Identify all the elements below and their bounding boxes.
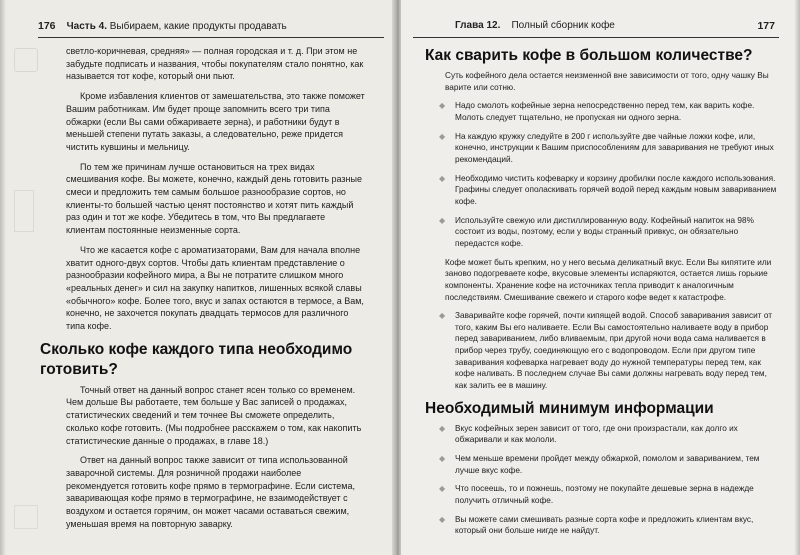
margin-icon-faded-3 xyxy=(14,505,38,529)
list-item: ◆ На каждую кружку следуйте в 200 г используйте две чайные ложки кофе, или, конечно, инструкции к Вашим приспособлениям для заваривания не требуют иных рекомендаций. xyxy=(439,131,774,164)
diamond-bullet-icon: ◆ xyxy=(439,423,446,433)
list-item: ◆ Вы можете сами смешивать разные сорта кофе и предложить клиентам вкус, который они больше нигде не найдут. xyxy=(439,514,754,536)
right-page-number: 177 xyxy=(757,20,775,32)
diamond-bullet-icon: ◆ xyxy=(439,311,446,321)
section-heading: Как сварить кофе в большом количестве? xyxy=(425,47,753,64)
left-page xyxy=(0,0,395,555)
list-item: ◆ Вкус кофейных зерен зависит от того, где они произрастали, как долго их обжаривали и как мололи. xyxy=(439,423,738,445)
left-header-rule xyxy=(38,37,384,38)
page-edge-left xyxy=(0,0,6,555)
list-item: ◆ Необходимо чистить кофеварку и корзину дробилки после каждого использования. Графины следует ополаскивать горячей водой перед каждым новым завариванием кофе. xyxy=(439,173,777,206)
paragraph: Суть кофейного дела остается неизменной вне зависимости от того, одну чашку Вы варите или сотню. xyxy=(445,71,769,92)
paragraph: Что же касается кофе с ароматизаторами, Вам для начала вполне хватит одного-двух сортов. Чтобы дать клиентам представление о разнообразии кофейного мира, а Вы не потратите слишком много «реальных денег» и сил на закупку напитков, лишенных всякой славы «обычного» кофе. Более того, вкус и запах остаются в термосе, а Вам, конечно, не захочется покупать двадцать термосов для различного типа кофе. xyxy=(66,244,364,332)
diamond-bullet-icon: ◆ xyxy=(439,101,446,111)
diamond-bullet-icon: ◆ xyxy=(439,131,446,141)
margin-icon-faded-2 xyxy=(14,190,34,232)
left-text-column xyxy=(40,45,366,538)
left-running-header xyxy=(38,20,287,36)
right-running-header xyxy=(409,20,789,36)
right-page xyxy=(401,0,800,555)
left-page-number: 176 xyxy=(38,20,56,32)
list-item: ◆ Заваривайте кофе горячей, почти кипящей водой. Способ заваривания зависит от того, каким Вы его наливаете. Если Вы самостоятельно наливаете воду в прибор перед завариванием, либо вливаемым, при другой ночи вода сама наливается в прибор через трубу, соединяющую его с водопроводом. Если при другом типе заваривания кофеварка нагревает воду до нужной температуры перед тем, как кофе наливать. В последнем случае Вы сами должны нагревать воду перед тем, как залить ее в машину. xyxy=(439,311,773,391)
paragraph: По тем же причинам лучше остановиться на трех видах смешивания кофе. Вы можете, конечно, каждый день готовить разные смеси и предложить тем самым большое разнообразие сортов, но клиенты-то большей частью ценят постоянство и хотят пить каждый раз один и тот же кофе. Убедитесь в том, что Вы предлагаете клиентам постоянные неизменные сорта. xyxy=(66,161,363,236)
paragraph: Ответ на данный вопрос также зависит от типа использованной заварочной системы. Для розничной продажи наиболее рекомендуется готовить кофе прямо в термографине. Если система, заваривающая кофе прямо в термографине, не взаимодействует с воздухом и остается горячим, он может часами оставаться свежим, уменьшая время на повторную заварку. xyxy=(66,455,355,529)
list-item: ◆ Используйте свежую или дистиллированную воду. Кофейный напиток на 98% состоит из воды, поэтому, если у воды странный привкус, он обязательно передастся кофе. xyxy=(439,215,754,248)
section-heading: Необходимый минимум информации xyxy=(425,399,714,417)
right-header-rule xyxy=(413,37,779,38)
list-item: ◆ Что посеешь, то и пожнешь, поэтому не покупайте дешевые зерна в надежде получить отличный кофе. xyxy=(439,484,754,506)
diamond-bullet-icon: ◆ xyxy=(439,484,446,494)
paragraph: Кроме избавления клиентов от замешательства, это также поможет Вашим работникам. Им будет проще запомнить всего три типа обжарки (если Вы сами обжариваете зерна), и работники будут в меньшей степени путать заказы, а следовательно, реже придется чистить кувшины и мельницу. xyxy=(66,91,365,152)
list-item: ◆ Чем меньше времени пройдет между обжаркой, помолом и завариванием, тем лучше вкус кофе. xyxy=(439,454,760,475)
list-item: ◆ Надо смолоть кофейные зерна непосредственно перед тем, как варить кофе. Молоть следует тщательно, не пропуская ни одного зерна. xyxy=(439,101,755,122)
margin-icon-faded xyxy=(14,48,38,72)
diamond-bullet-icon: ◆ xyxy=(439,454,446,464)
right-chapter-label: Глава 12. xyxy=(455,20,501,31)
right-chapter-title: Полный сборник кофе xyxy=(511,20,615,31)
diamond-bullet-icon: ◆ xyxy=(439,215,446,225)
page-edge-right xyxy=(794,0,800,555)
paragraph: Точный ответ на данный вопрос станет ясен только со временем. Чем дольше Вы работаете, тем больше у Вас записей о продажах, статистических сведений и тем точнее Вы сможете определить, сколько кофе готовить. (Мы подробнее расскажем о том, как накопить статистические данные о продажах, в главе 18.) xyxy=(66,384,362,446)
left-part-title: Выбираем, какие продукты продавать xyxy=(109,21,287,32)
section-heading: Сколько кофе каждого типа необходимо готовить? xyxy=(40,340,353,378)
paragraph: Кофе может быть крепким, но у него весьма деликатный вкус. Если Вы кипятите или заново подогреваете кофе, вкусовые элементы испаряются, остается лишь горькие компоненты. Хранение кофе на источниках тепла приводит к аналогичным последствиям. Смешивание свежего и старого кофе ведет к катастрофе. xyxy=(445,257,772,302)
diamond-bullet-icon: ◆ xyxy=(439,514,446,524)
diamond-bullet-icon: ◆ xyxy=(439,173,446,183)
paragraph: светло-коричневая, средняя» — полная городская и т. д. При этом не забудьте подписать и названия, чтобы покупателям стало понятно, как называется тот кофе, который они пьют. xyxy=(66,46,364,82)
left-part-label: Часть 4. xyxy=(66,21,107,32)
right-text-column xyxy=(425,44,781,544)
